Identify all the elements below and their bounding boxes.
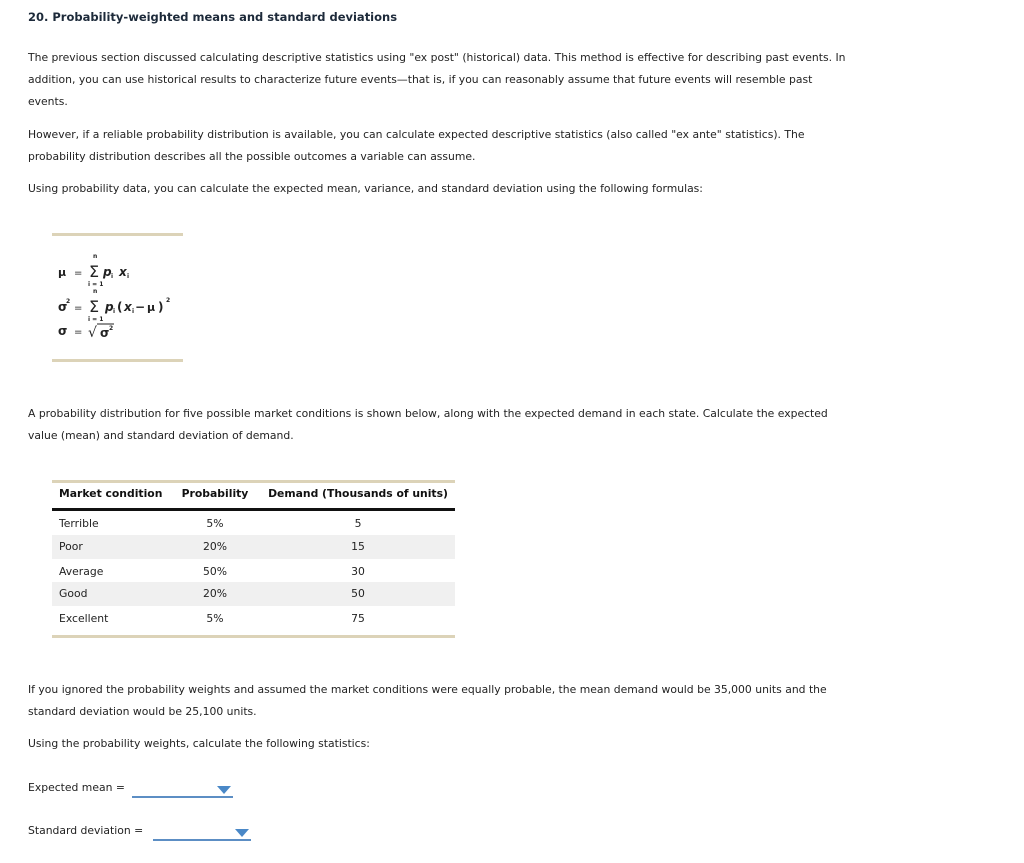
expected-mean-label: Expected mean = <box>28 781 125 794</box>
cell-condition: Average <box>59 565 104 578</box>
cell-demand: 15 <box>351 540 365 553</box>
distribution-line-2: value (mean) and standard deviation of demand. <box>28 429 294 442</box>
probability-line-2: probability distribution describes all the possible outcomes a variable can assume. <box>28 150 476 163</box>
mean-sum: Σ <box>89 262 100 281</box>
variance-p-sub: i <box>113 308 116 315</box>
variance-paren-exp: 2 <box>166 297 171 304</box>
formulas-intro-line: Using probability data, you can calculate the expected mean, variance, and standard deviation using the following formulas: <box>28 182 703 195</box>
variance-x-sub: i <box>132 308 135 315</box>
mean-i1: i = 1 <box>88 281 104 288</box>
mean-equals: = <box>74 268 83 279</box>
table-top-rule <box>52 480 455 483</box>
table-header-rule <box>52 508 455 511</box>
cell-condition: Terrible <box>59 517 99 530</box>
expected-mean-dropdown[interactable] <box>132 784 233 798</box>
std-inner-exp: 2 <box>109 325 114 332</box>
cell-probability: 5% <box>206 517 224 530</box>
mean-p-sub: i <box>111 273 114 280</box>
table-row <box>52 512 455 536</box>
cell-demand: 30 <box>351 565 365 578</box>
std-inner-sigma: σ <box>100 326 110 340</box>
intro-paragraph <box>28 47 868 113</box>
table-bottom-rule <box>52 635 455 638</box>
cell-condition: Excellent <box>59 612 109 625</box>
cell-demand: 5 <box>354 517 362 530</box>
std-dev-label: Standard deviation = <box>28 824 144 837</box>
variance-p: p <box>105 300 114 314</box>
cell-demand: 75 <box>351 612 365 625</box>
probability-paragraph <box>28 124 868 168</box>
table-row <box>52 560 455 584</box>
intro-line-3: events. <box>28 95 68 108</box>
dropdown-arrow-icon <box>217 786 231 794</box>
cell-probability: 20% <box>203 540 227 553</box>
equal-probability-line-1: If you ignored the probability weights and assumed the market conditions were equally probable, the mean demand would be 35,000 units and the <box>28 683 827 696</box>
std-equals: = <box>74 327 83 338</box>
variance-rparen: ) <box>158 300 164 314</box>
mean-symbol: μ <box>58 266 67 279</box>
cell-probability: 20% <box>203 587 227 600</box>
header-probability: Probability <box>181 487 249 500</box>
intro-line-1: The previous section discussed calculating descriptive statistics using "ex post" (historical) data. This method is effective for describing past events. In <box>28 51 846 64</box>
formulas-intro <box>28 178 868 200</box>
variance-exp: 2 <box>66 298 71 305</box>
mean-x: x <box>119 265 127 279</box>
table-row <box>52 607 455 631</box>
variance-sum: Σ <box>89 297 100 316</box>
header-market-condition: Market condition <box>59 487 163 500</box>
formula-top-rule <box>52 233 183 236</box>
cell-condition: Poor <box>59 540 83 553</box>
cell-probability: 5% <box>206 612 224 625</box>
instruction-line: Using the probability weights, calculate the following statistics: <box>28 737 370 750</box>
cell-demand: 50 <box>351 587 365 600</box>
variance-equals: = <box>74 303 83 314</box>
mean-p: p <box>103 265 112 279</box>
variance-symbol: σ <box>58 300 68 314</box>
variance-x: x <box>124 300 132 314</box>
distribution-paragraph <box>28 403 868 447</box>
mean-x-sub: i <box>127 273 130 280</box>
std-dev-dropdown[interactable] <box>153 827 251 841</box>
cell-probability: 50% <box>203 565 227 578</box>
variance-i1: i = 1 <box>88 316 104 323</box>
equal-probability-paragraph <box>28 679 868 723</box>
intro-line-2: addition, you can use historical results to characterize future events—that is, if you can reasonably assume that future events will resemble past <box>28 73 813 86</box>
variance-n: n <box>93 288 98 295</box>
variance-mu: μ <box>147 301 156 314</box>
std-symbol: σ <box>58 324 68 338</box>
probability-line-1: However, if a reliable probability distribution is available, you can calculate expected descriptive statistics (also called "ex ante" statistics). The <box>28 128 805 141</box>
header-demand: Demand (Thousands of units) <box>268 487 448 500</box>
page-title: 20. Probability-weighted means and standard deviations <box>28 10 398 24</box>
formula-bottom-rule <box>52 359 183 362</box>
std-sqrt: √ <box>88 325 97 341</box>
instruction-paragraph <box>28 733 868 755</box>
distribution-line-1: A probability distribution for five possible market conditions is shown below, along with the expected demand in each state. Calculate the expected <box>28 407 828 420</box>
formula-box <box>52 233 183 364</box>
cell-condition: Good <box>59 587 88 600</box>
variance-minus: − <box>135 300 146 314</box>
equal-probability-line-2: standard deviation would be 25,100 units. <box>28 705 257 718</box>
mean-n: n <box>93 253 98 260</box>
variance-lparen: ( <box>117 300 123 314</box>
table-row <box>52 582 455 606</box>
dropdown-arrow-icon <box>235 829 249 837</box>
table-row <box>52 535 455 559</box>
formula-graphic <box>52 241 183 357</box>
